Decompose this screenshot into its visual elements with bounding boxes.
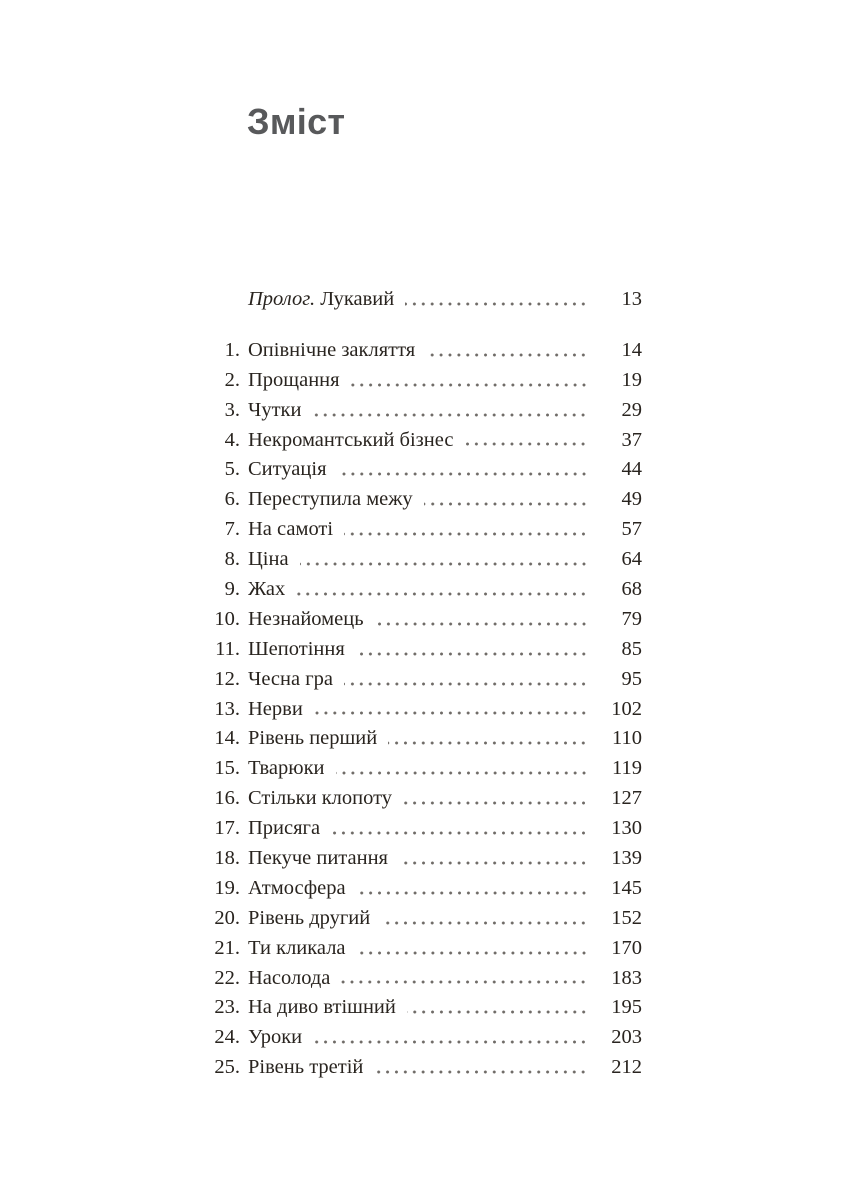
toc-entry-page-number: 64 [621, 548, 642, 571]
dot-leader [341, 980, 588, 984]
dot-leader [426, 353, 588, 357]
toc-entry-number: 9. [224, 578, 240, 601]
toc-entry-number: 16. [214, 787, 240, 810]
toc-entry-title: Опівнічне закляття [248, 338, 416, 361]
toc-entry-title: Стільки клопоту [248, 787, 393, 810]
toc-row [199, 874, 642, 904]
toc-row [199, 545, 642, 575]
toc-entry-number: 15. [214, 757, 240, 780]
toc-entry-number: 5. [224, 458, 240, 481]
toc-entry-title: Тварюки [248, 757, 325, 780]
toc-row [199, 485, 642, 515]
toc-row [199, 844, 642, 874]
toc-entry-number: 23. [214, 996, 240, 1019]
dot-leader [388, 741, 588, 745]
toc-entry-number: 6. [224, 488, 240, 511]
toc-row [199, 635, 642, 665]
toc-row [199, 336, 642, 366]
toc-entry-page-number: 110 [612, 727, 642, 750]
toc-entry-number: 20. [214, 906, 240, 929]
toc-row [199, 455, 642, 485]
toc-entry-page-number: 49 [621, 488, 642, 511]
toc-entry-title: Чутки [248, 398, 302, 421]
toc-entry-page-number: 14 [621, 338, 642, 361]
toc-row [199, 993, 642, 1023]
toc-row [199, 784, 642, 814]
toc-entry-title: На самоті [248, 518, 334, 541]
toc-entry-page-number: 13 [621, 288, 642, 310]
toc-row-prologue [199, 285, 642, 315]
toc-entry-title: На диво втішний [248, 996, 396, 1019]
toc-entry-page-number: 145 [611, 876, 642, 899]
dot-leader [312, 413, 588, 417]
toc-entry-number: 11. [215, 637, 240, 660]
toc-entry-number: 7. [224, 518, 240, 541]
dot-leader [374, 1070, 588, 1074]
toc-entry-number: 8. [224, 548, 240, 571]
toc-entry-number: 22. [214, 966, 240, 989]
toc-entry-title: Пекуче питання [248, 847, 388, 870]
toc-row [199, 814, 642, 844]
toc-entry-page-number: 119 [612, 757, 642, 780]
toc-entry-title: Рівень другий [248, 906, 371, 929]
toc-entry-page-number: 29 [621, 398, 642, 421]
toc-entry-number: 18. [214, 847, 240, 870]
toc-entry-title: Ти кликала [248, 936, 346, 959]
toc-entry-page-number: 68 [621, 578, 642, 601]
dot-leader [314, 711, 588, 715]
toc-row [199, 1053, 642, 1083]
toc-entry-page-number: 95 [621, 667, 642, 690]
dot-leader [338, 472, 588, 476]
toc-entry-page-number: 139 [611, 847, 642, 870]
toc-entry-page-number: 37 [621, 428, 642, 451]
toc-entry-title: Ціна [248, 548, 289, 571]
toc-entry-title: Незнайомець [248, 607, 364, 630]
toc-entry-number: 13. [214, 697, 240, 720]
toc-entry-title: Некромантський бізнес [248, 428, 454, 451]
toc-entry-number: 21. [214, 936, 240, 959]
toc-entry-number: 24. [214, 1026, 240, 1049]
page-title: Зміст [247, 101, 346, 142]
dot-leader [296, 592, 588, 596]
toc-entry-page-number: 19 [621, 368, 642, 391]
toc-row [199, 904, 642, 934]
toc-entry-number: 10. [214, 607, 240, 630]
toc-entry-number: 1. [224, 338, 240, 361]
toc-entry-title: Присяга [248, 817, 321, 840]
toc-entry-number: 3. [224, 398, 240, 421]
toc-entry-page-number: 170 [611, 936, 642, 959]
toc-entry-title: Чесна гра [248, 667, 333, 690]
toc-entry-page-number: 57 [621, 518, 642, 541]
toc-entry-page-number: 183 [611, 966, 642, 989]
toc-row [199, 515, 642, 545]
toc-entry-number: 2. [224, 368, 240, 391]
dot-leader [344, 532, 588, 536]
dot-leader [300, 562, 588, 566]
toc-row [199, 964, 642, 994]
dot-leader [357, 951, 588, 955]
toc-row [199, 724, 642, 754]
toc-entry-title: Насолода [248, 966, 331, 989]
toc-entry-title: Шепотіння [248, 637, 345, 660]
toc-row [199, 665, 642, 695]
toc-entry-title: Прощання [248, 368, 340, 391]
toc-row [199, 575, 642, 605]
table-of-contents [199, 285, 642, 1083]
dot-leader [405, 302, 588, 306]
dot-leader [464, 442, 588, 446]
toc-entry-number: 17. [214, 817, 240, 840]
dot-leader [336, 771, 588, 775]
dot-leader [403, 801, 588, 805]
toc-row [199, 754, 642, 784]
dot-leader [356, 652, 588, 656]
toc-row [199, 605, 642, 635]
toc-row [199, 396, 642, 426]
prologue-label-italic: Пролог. [248, 288, 316, 310]
dot-leader [407, 1010, 588, 1014]
toc-entry-page-number: 212 [611, 1056, 642, 1079]
toc-entry-title: Уроки [248, 1026, 303, 1049]
dot-leader [351, 383, 588, 387]
toc-entry-number [199, 285, 240, 315]
dot-leader [313, 1040, 588, 1044]
dot-leader [331, 831, 588, 835]
toc-entry-title: Ситуація [248, 458, 327, 481]
toc-entry-title [248, 285, 394, 315]
toc-row [199, 934, 642, 964]
toc-row [199, 426, 642, 456]
toc-entry-page-number: 195 [611, 996, 642, 1019]
toc-entry-title: Нерви [248, 697, 303, 720]
toc-entry-list [199, 336, 642, 1083]
dot-leader [399, 861, 588, 865]
toc-entry-page-number: 85 [621, 637, 642, 660]
toc-entry-title: Рівень перший [248, 727, 378, 750]
toc-entry-page-number: 152 [611, 906, 642, 929]
toc-entry-number: 25. [214, 1056, 240, 1079]
toc-entry-number: 12. [214, 667, 240, 690]
toc-entry-page-number: 130 [611, 817, 642, 840]
toc-row [199, 366, 642, 396]
dot-leader [344, 682, 588, 686]
toc-entry-page-number: 79 [621, 607, 642, 630]
toc-entry-number: 19. [214, 876, 240, 899]
toc-row [199, 695, 642, 725]
toc-entry-page-number: 102 [611, 697, 642, 720]
toc-entry-page-number: 127 [611, 787, 642, 810]
prologue-label-regular: Лукавий [315, 288, 395, 310]
toc-entry-number: 14. [214, 727, 240, 750]
toc-entry-page-number: 203 [611, 1026, 642, 1049]
toc-entry-page-number: 44 [621, 458, 642, 481]
dot-leader [424, 502, 588, 506]
toc-entry-title: Атмосфера [248, 876, 346, 899]
dot-leader [375, 622, 588, 626]
toc-row [199, 1023, 642, 1053]
dot-leader [357, 891, 588, 895]
toc-entry-number: 4. [224, 428, 240, 451]
toc-entry-title: Рівень третій [248, 1056, 364, 1079]
toc-entry-title: Жах [248, 578, 286, 601]
toc-entry-title: Переступила межу [248, 488, 413, 511]
dot-leader [381, 921, 588, 925]
